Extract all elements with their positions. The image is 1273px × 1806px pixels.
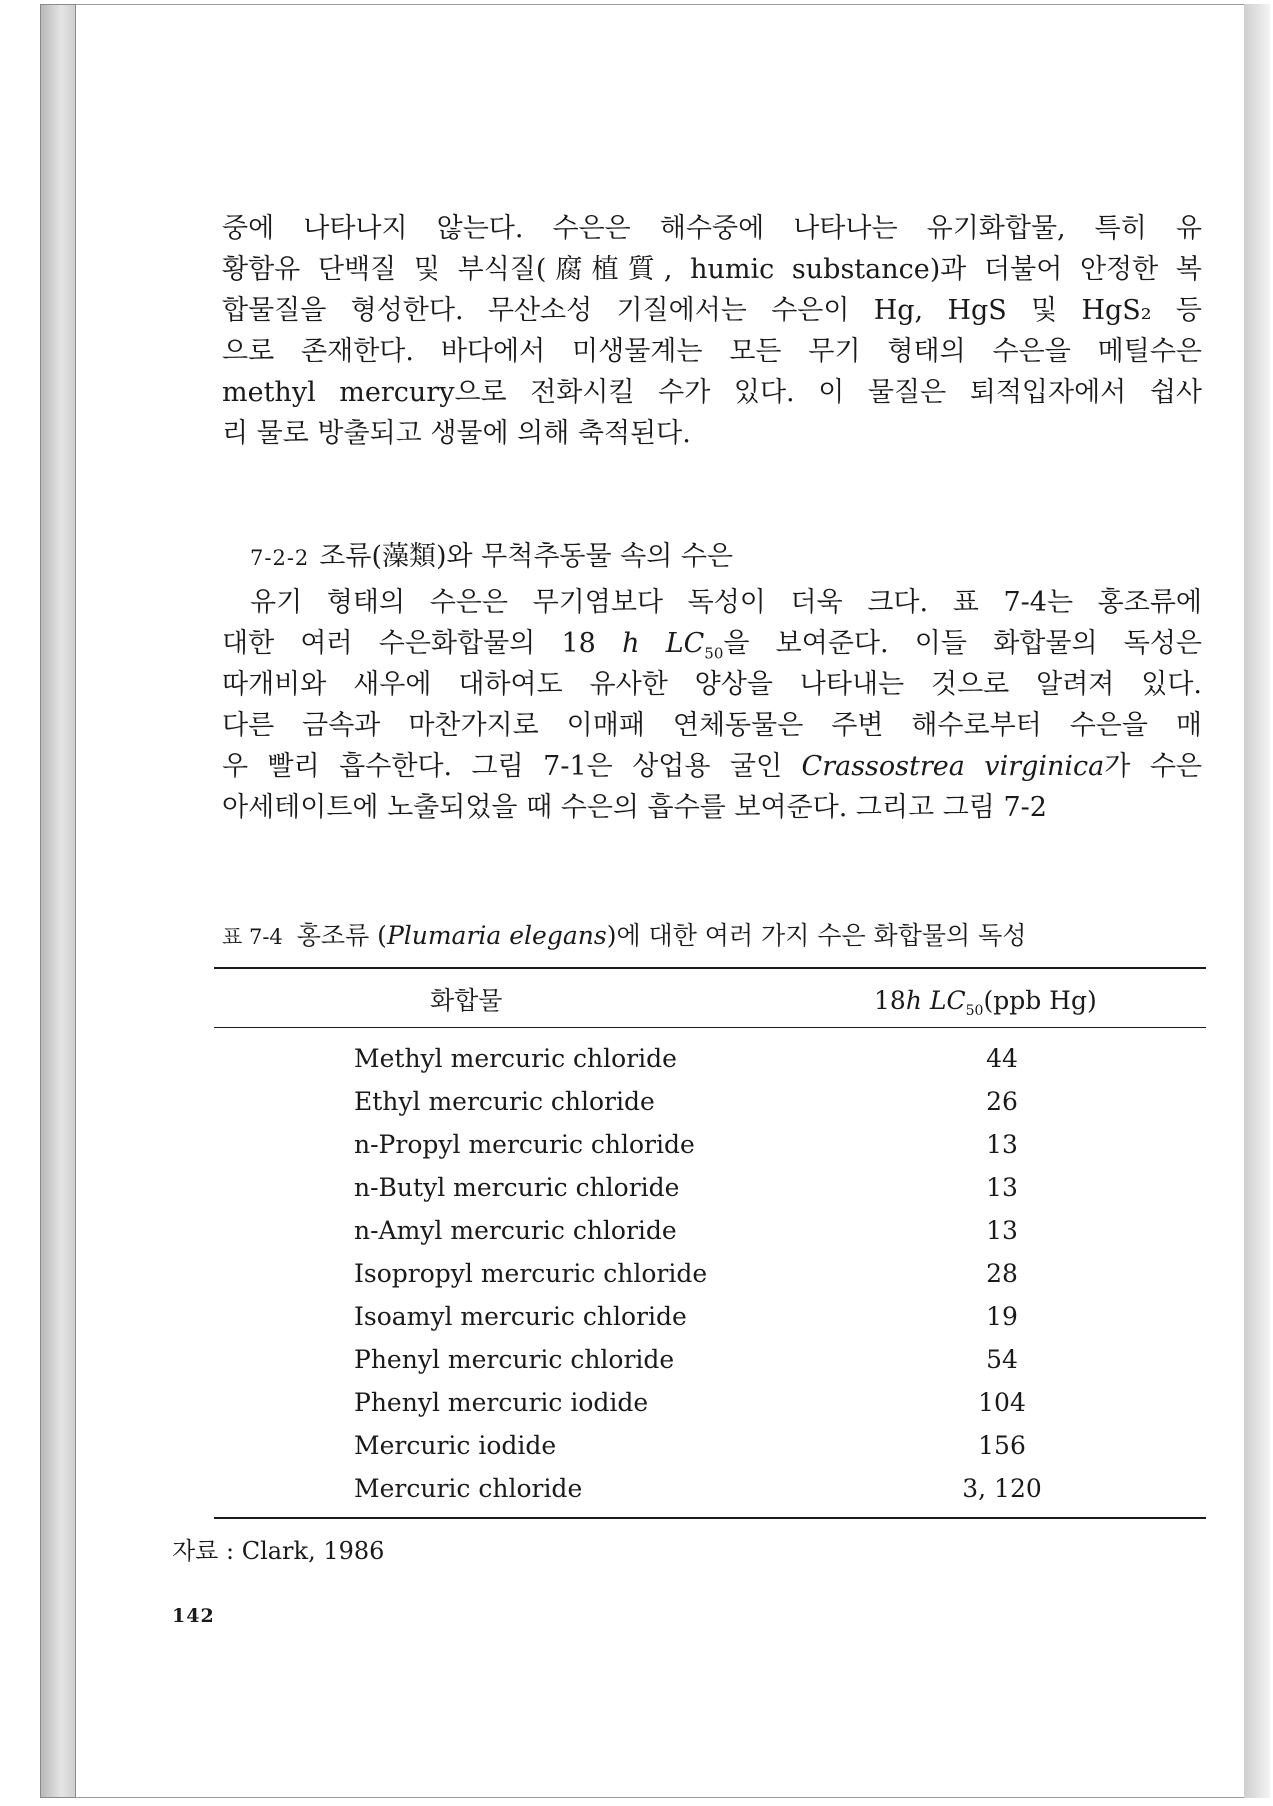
text-run-italic: LC: [665, 628, 705, 659]
compound-name: Mercuric chloride: [354, 1474, 583, 1503]
paragraph-1-line: methyl mercury으로 전화시킬 수가 있다. 이 물질은 퇴적입자에서 쉽사: [222, 377, 1202, 408]
book-page: [76, 4, 1244, 1798]
lc50-value: 13: [986, 1173, 1018, 1202]
lc50-value: 156: [978, 1431, 1026, 1460]
paragraph-1-line: 으로 존재한다. 바다에서 미생물계는 모든 무기 형태의 수은을 메틸수은: [222, 336, 1202, 367]
paragraph-2-line: 따개비와 새우에 대하여도 유사한 양상을 나타내는 것으로 알려져 있다.: [222, 669, 1202, 700]
lc50-value: 26: [986, 1087, 1018, 1116]
lc50-value: 13: [986, 1130, 1018, 1159]
text-run: 홍조류 (: [296, 921, 387, 950]
table-row: [222, 1467, 1202, 1510]
section-number: 7-2-2: [250, 546, 310, 570]
paragraph-1-line: 합물질을 형성한다. 무산소성 기질에서는 수은이 Hg, HgS 및 HgS₂ 등: [222, 295, 1202, 326]
table-header-lc50: [874, 983, 1097, 1029]
lc50-value: 28: [986, 1259, 1018, 1288]
compound-name: Methyl mercuric chloride: [354, 1044, 677, 1073]
compound-name: Ethyl mercuric chloride: [354, 1087, 655, 1116]
compound-name: Isoamyl mercuric chloride: [354, 1302, 687, 1331]
page-number: 142: [172, 1605, 215, 1627]
text-run: )에 대한 여러 가지 수은 화합물의 독성: [606, 921, 1027, 950]
table-source: 자료 : Clark, 1986: [172, 1537, 385, 1565]
table-row: [222, 1080, 1202, 1123]
table-row: [222, 1338, 1202, 1381]
table-caption: [222, 917, 1026, 956]
text-run-italic: h: [622, 628, 640, 659]
compound-name: Isopropyl mercuric chloride: [354, 1259, 708, 1288]
subscript: 50: [704, 644, 724, 663]
paragraph-2-line: 아세테이트에 노출되었을 때 수은의 흡수를 보여준다. 그리고 그림 7-2: [222, 792, 1047, 823]
compound-name: n-Propyl mercuric chloride: [354, 1130, 695, 1159]
table-row: [222, 1037, 1202, 1080]
text-run: 가 수은: [1104, 751, 1202, 782]
table-top-rule: [214, 967, 1206, 969]
text-run-italic: h: [905, 986, 922, 1015]
text-run: 18: [874, 986, 906, 1015]
table-header-rule: [214, 1027, 1206, 1028]
lc50-value: 54: [986, 1345, 1018, 1374]
compound-name: Phenyl mercuric iodide: [354, 1388, 649, 1417]
table-row: [222, 1424, 1202, 1467]
lc50-value: 3, 120: [962, 1474, 1042, 1503]
paragraph-2-line: [222, 623, 1202, 664]
section-heading: [250, 537, 733, 578]
lc50-value: 44: [986, 1044, 1018, 1073]
table-row: [222, 1209, 1202, 1252]
paragraph-1-line: 리 물로 방출되고 생물에 의해 축적된다.: [222, 418, 691, 449]
text-run-italic: Plumaria elegans: [386, 921, 607, 950]
paragraph-2: [222, 582, 1202, 828]
text-run: (ppb Hg): [983, 986, 1097, 1015]
paragraph-2-line: 유기 형태의 수은은 무기염보다 독성이 더욱 크다. 표 7-4는 홍조류에: [250, 587, 1202, 618]
paragraph-2-line: 다른 금속과 마찬가지로 이매패 연체동물은 주변 해수로부터 수은을 매: [222, 710, 1202, 741]
subscript: 50: [965, 1003, 984, 1019]
table-number: 표 7-4: [222, 925, 283, 949]
table-row: [222, 1381, 1202, 1424]
compound-name: Mercuric iodide: [354, 1431, 557, 1460]
table-bottom-rule: [214, 1517, 1206, 1519]
book-spine: [40, 4, 76, 1798]
table-row: [222, 1166, 1202, 1209]
compound-name: Phenyl mercuric chloride: [354, 1345, 675, 1374]
lc50-value: 13: [986, 1216, 1018, 1245]
table-row: [222, 1123, 1202, 1166]
text-run: 우 빨리 흡수한다. 그림 7-1은 상업용 굴인: [222, 751, 802, 782]
paragraph-2-line: [222, 746, 1202, 787]
table-header-compound: 화합물: [430, 986, 503, 1015]
text-run: 을 보여준다. 이들 화합물의 독성은: [723, 628, 1202, 659]
table-row: [222, 1252, 1202, 1295]
text-run-italic: LC: [929, 986, 966, 1015]
page-edge-shadow: [1244, 4, 1270, 1798]
section-title: 조류(藻類)와 무척추동물 속의 수은: [319, 541, 734, 572]
text-run: 대한 여러 수은화합물의 18: [222, 628, 623, 659]
lc50-value: 104: [978, 1388, 1026, 1417]
lc50-value: 19: [986, 1302, 1018, 1331]
paragraph-1-line: 중에 나타나지 않는다. 수은은 해수중에 나타나는 유기화합물, 특히 유: [222, 213, 1202, 244]
paragraph-1: [222, 208, 1202, 454]
compound-name: n-Amyl mercuric chloride: [354, 1216, 677, 1245]
paragraph-1-line: 황함유 단백질 및 부식질(腐植質, humic substance)과 더불어 안정한 복: [222, 254, 1202, 285]
compound-name: n-Butyl mercuric chloride: [354, 1173, 680, 1202]
text-run-italic: Crassostrea virginica: [801, 751, 1105, 782]
table-row: [222, 1295, 1202, 1338]
